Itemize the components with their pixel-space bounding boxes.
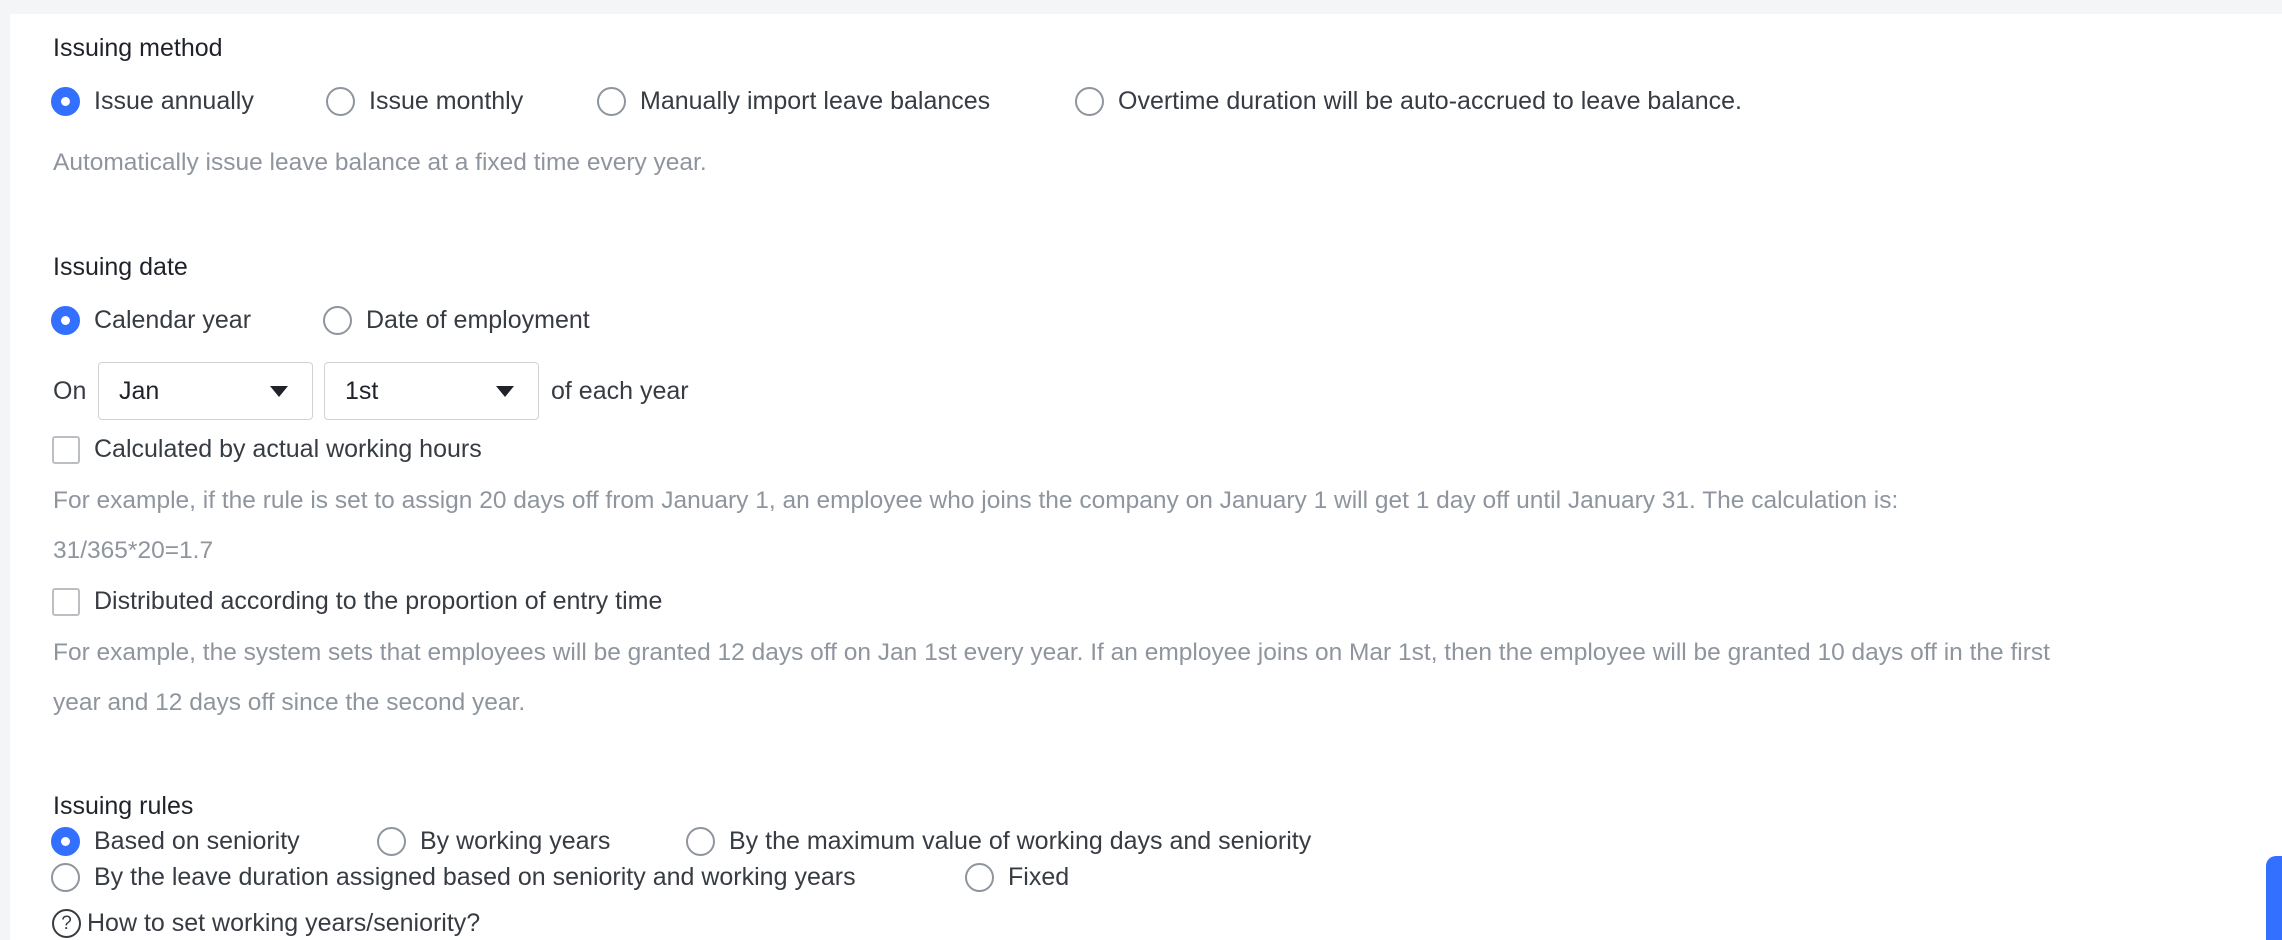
checkbox-actual-working-hours[interactable]: [52, 435, 482, 464]
month-select-value: Jan: [119, 376, 160, 405]
radio-selected-icon[interactable]: [51, 306, 80, 335]
radio-selected-icon[interactable]: [51, 827, 80, 856]
help-link-working-years[interactable]: [52, 909, 480, 938]
checkbox-icon[interactable]: [52, 436, 80, 464]
radio-selected-icon[interactable]: [51, 87, 80, 116]
issuing-rules-title: Issuing rules: [53, 792, 194, 820]
radio-unselected-icon[interactable]: [377, 827, 406, 856]
radio-unselected-icon[interactable]: [51, 863, 80, 892]
checkbox-label: Distributed according to the proportion of entry time: [94, 587, 663, 615]
checkbox-label: Calculated by actual working hours: [94, 435, 482, 463]
day-select[interactable]: [324, 362, 539, 420]
radio-fixed[interactable]: [965, 863, 1069, 892]
checkbox-proportion-entry-time[interactable]: [52, 587, 662, 616]
entry-time-hint-line1: For example, the system sets that employees will be granted 12 days off on Jan 1st every year. If an employee joins on Mar 1st, then the employee will be granted 10 days off in the first: [53, 639, 2050, 666]
radio-label: By the leave duration assigned based on seniority and working years: [94, 863, 856, 891]
issuing-date-title: Issuing date: [53, 253, 188, 281]
radio-unselected-icon[interactable]: [326, 87, 355, 116]
radio-unselected-icon[interactable]: [323, 306, 352, 335]
radio-label: By working years: [420, 827, 611, 855]
checkbox-icon[interactable]: [52, 588, 80, 616]
radio-by-maximum-value[interactable]: [686, 827, 1311, 856]
radio-label: Date of employment: [366, 306, 590, 334]
floating-side-button[interactable]: [2266, 856, 2282, 940]
radio-label: Fixed: [1008, 863, 1070, 891]
radio-manually-import[interactable]: [597, 87, 990, 116]
radio-label: Calendar year: [94, 306, 252, 334]
working-hours-hint-line1: For example, if the rule is set to assign 20 days off from January 1, an employee who joins the company on January 1 will get 1 day off until January 31. The calculation is:: [53, 487, 1899, 514]
radio-label: Issue monthly: [369, 87, 524, 115]
on-label: On: [53, 377, 87, 405]
radio-overtime-auto-accrue[interactable]: [1075, 87, 1742, 116]
radio-issue-annually[interactable]: [51, 87, 254, 116]
radio-label: Issue annually: [94, 87, 254, 115]
radio-by-working-years[interactable]: [377, 827, 610, 856]
radio-unselected-icon[interactable]: [1075, 87, 1104, 116]
radio-unselected-icon[interactable]: [965, 863, 994, 892]
question-circle-icon: ?: [52, 909, 81, 938]
radio-calendar-year[interactable]: [51, 306, 251, 335]
radio-label: Overtime duration will be auto-accrued to leave balance.: [1118, 87, 1742, 115]
of-each-year-label: of each year: [551, 377, 689, 405]
radio-date-of-employment[interactable]: [323, 306, 590, 335]
radio-label: By the maximum value of working days and seniority: [729, 827, 1312, 855]
radio-by-leave-duration[interactable]: [51, 863, 856, 892]
radio-unselected-icon[interactable]: [597, 87, 626, 116]
caret-down-icon: [496, 386, 514, 397]
radio-label: Manually import leave balances: [640, 87, 991, 115]
caret-down-icon: [270, 386, 288, 397]
help-link-label: How to set working years/seniority?: [87, 909, 481, 937]
day-select-value: 1st: [345, 376, 379, 405]
month-select[interactable]: [98, 362, 313, 420]
issuing-method-description: Automatically issue leave balance at a fixed time every year.: [53, 149, 707, 176]
radio-based-on-seniority[interactable]: [51, 827, 300, 856]
working-hours-hint-line2: 31/365*20=1.7: [53, 537, 214, 564]
radio-issue-monthly[interactable]: [326, 87, 523, 116]
radio-unselected-icon[interactable]: [686, 827, 715, 856]
radio-label: Based on seniority: [94, 827, 300, 855]
issuing-method-title: Issuing method: [53, 34, 223, 62]
entry-time-hint-line2: year and 12 days off since the second year.: [53, 689, 526, 716]
